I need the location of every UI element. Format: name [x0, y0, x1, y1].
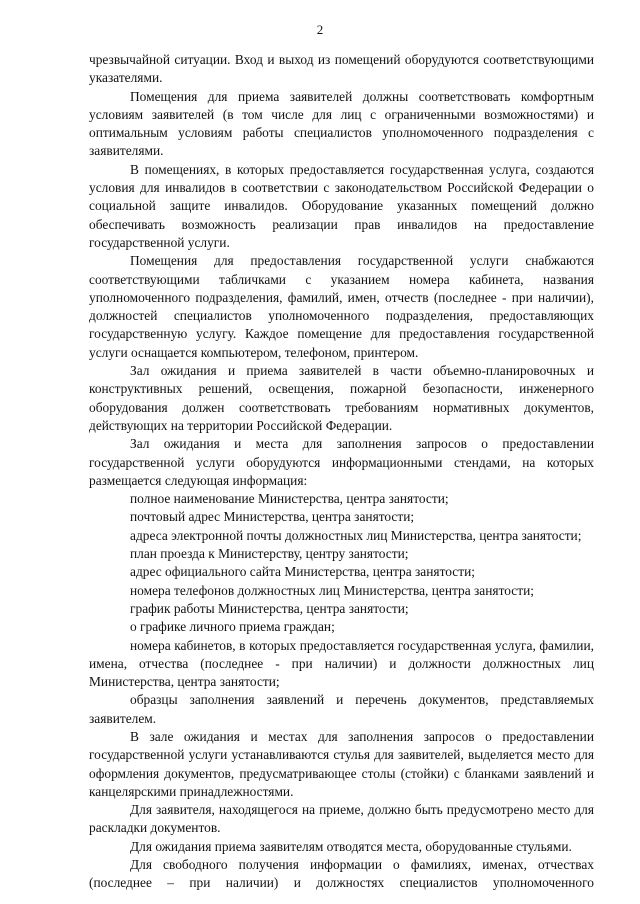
list-item: план проезда к Министерству, центру занятости; [130, 546, 409, 562]
paragraph: Зал ожидания и приема заявителей в части объемно-планировочных и конструктивных решений, освещения, пожарной безопасности, инженерного оборудования должен соответствовать требованиям нормативных документов, действующих на территории Российской Федерации. [89, 363, 594, 433]
list-item: о графике личного приема граждан; [130, 619, 335, 635]
list-item: полное наименование Министерства, центра занятости; [130, 491, 449, 507]
list-item: адрес официального сайта Министерства, центра занятости; [130, 564, 475, 580]
paragraph: Для свободного получения информации о фамилиях, именах, отчествах (последнее – при наличии) и должностях специалистов уполномоченного [89, 857, 594, 891]
paragraph: Помещения для приема заявителей должны соответствовать комфортным условиям заявителей (в том числе для лиц с ограниченными возможностями) и оптимальным условиям работы специалистов уполномоченного подразделения с заявителями. [89, 88, 594, 159]
paragraph: Зал ожидания и места для заполнения запросов о предоставлении государственной услуги оборудуются информационными стендами, на которых размещается следующая информация: [89, 436, 594, 488]
page-number: 2 [316, 22, 324, 37]
list-item: адреса электронной почты должностных лиц Министерства, центра занятости; [130, 527, 582, 543]
paragraph: чрезвычайной ситуации. Вход и выход из помещений оборудуются соответствующими указателями. [89, 52, 594, 86]
paragraph: В помещениях, в которых предоставляется государственная услуга, создаются условия для инвалидов в соответствии с законодательством Российской Федерации о социальной защите инвалидов. Оборудование указанных помещений должно обеспечивать возможность реализации прав инвалидов на предоставление государственной услуги. [89, 161, 594, 250]
list-item: образцы заполнения заявлений и перечень документов, представляемых заявителем. [89, 692, 594, 726]
paragraph: Для ожидания приема заявителям отводятся места, оборудованные стульями. [130, 838, 572, 854]
paragraph: В зале ожидания и местах для заполнения запросов о предоставлении государственной услуги устанавливаются стулья для заявителей, выделяется место для оформления документов, предусматривающее столы (стойки) с бланками заявлений и канцелярскими принадлежностями. [89, 728, 594, 799]
list-item: номера телефонов должностных лиц Министерства, центра занятости; [130, 582, 534, 598]
document-body [89, 51, 594, 893]
paragraph: Помещения для предоставления государственной услуги снабжаются соответствующими табличками с указанием номера кабинета, названия уполномоченного подразделения, фамилий, имен, отчеств (последнее - при наличии), должностей специалистов уполномоченного подразделения, предоставляющих государственную услугу. Каждое помещение для предоставления государственной услуги оснащается компьютером, телефоном, принтером. [89, 253, 594, 360]
list-item: почтовый адрес Министерства, центра занятости; [130, 509, 415, 525]
list-item: номера кабинетов, в которых предоставляется государственная услуга, фамилии, имена, отчества (последнее - при наличии) и должности должностных лиц Министерства, центра занятости; [89, 637, 594, 690]
list-item: график работы Министерства, центра занятости; [130, 600, 409, 616]
paragraph: Для заявителя, находящегося на приеме, должно быть предусмотрено место для раскладки документов. [89, 802, 594, 836]
